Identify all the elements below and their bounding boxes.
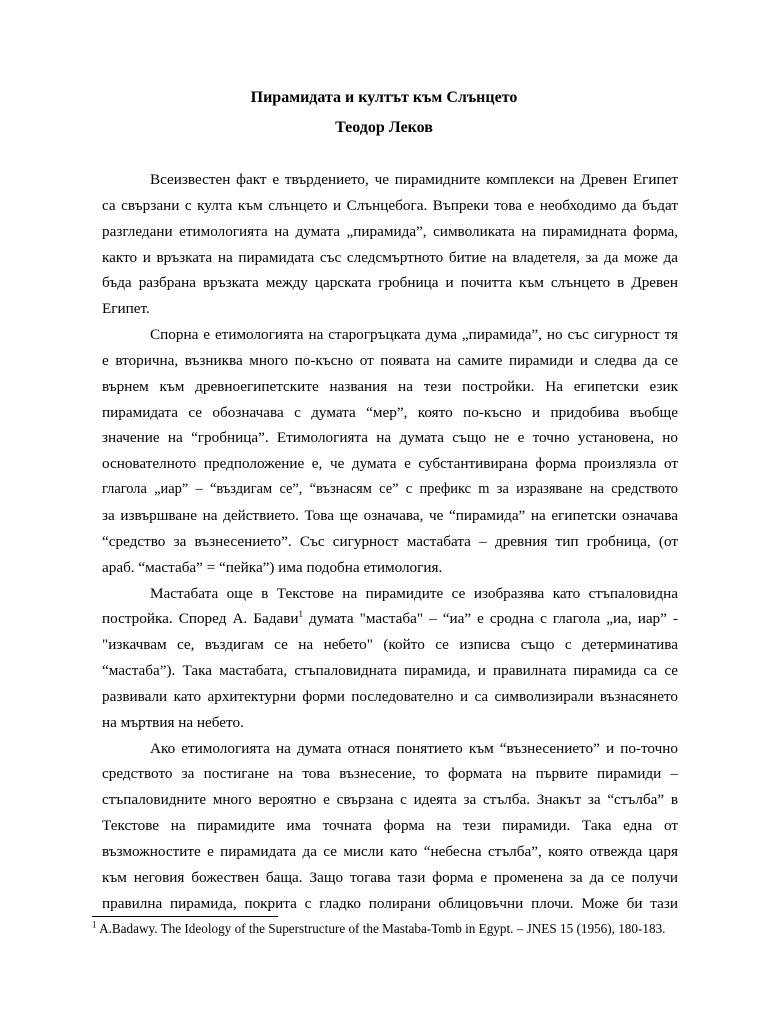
- footnote-reference[interactable]: 1: [298, 609, 304, 620]
- text-line: правилна пирамида, покрита с гладко полирани облицовъчни плочи. Може би тази: [102, 894, 678, 912]
- text-line: араб. “мастаба” = “пейка”) има подобна етимология.: [102, 558, 443, 576]
- text-line: Египет.: [102, 300, 150, 318]
- text-fragment: постройка. Според А. Бадави: [102, 610, 299, 628]
- text-line: към неговия божествен баща. Защо тогава тази форма е променена за да се получи: [102, 868, 678, 886]
- text-line: Спорна е етимологията на старогръцката дума „пирамида”, но със сигурност тя: [150, 326, 678, 344]
- paragraph-1: [102, 167, 678, 322]
- text-line-with-footnote: [102, 606, 678, 632]
- text-line: основателното предположение е, че думата е субстантивирана форма произлязла от: [102, 455, 678, 473]
- paragraph-3: [102, 581, 678, 736]
- text-line: развивали като архитектурни форми последователно и са символизирали възнасянето: [102, 687, 678, 705]
- paragraph-2: [102, 322, 678, 580]
- text-line: разгледани етимологията на думата „пирамида”, символиката на пирамидната форма,: [102, 222, 678, 240]
- text-line: Мастабата още в Текстове на пирамидите се изобразява като стъпаловидна: [150, 584, 678, 602]
- text-line: както и връзката на пирамидата със следсмъртното битие на владетеля, за да може да: [102, 248, 678, 266]
- text-line: средството за постигане на това възнесение, то формата на първите пирамиди –: [102, 765, 678, 783]
- document-title: Пирамидата и култът към Слънцето: [250, 89, 518, 106]
- text-line: стъпаловидните много вероятно е свързана с идеята за стълба. Знакът за “стълба” в: [102, 791, 678, 809]
- text-line: възможностите е пирамидата да се мисли като “небесна стълба”, която отвежда царя: [102, 842, 678, 860]
- text-line: "изкачвам се, въздигам се на небето" (който се изписва също с детерминатива: [102, 636, 678, 654]
- text-line: значение на “гробница”. Етимологията на думата също не е точно установена, но: [102, 429, 678, 447]
- text-line: Ако етимологията на думата отнася понятието към “възнесението” и по-точно: [150, 739, 678, 757]
- text-fragment: думата "мастаба" – “иа” е сродна с глагола „иа, иар” -: [303, 610, 678, 628]
- text-line: Всеизвестен факт е твърдението, че пирамидните комплекси на Древен Египет: [150, 171, 678, 188]
- footnote-text: A.Badawy. The Ideology of the Superstructure of the Mastaba-Tomb in Egypt. – JNES 15 (1956), 180-183.: [96, 921, 666, 936]
- text-line: глагола „иар” – “въздигам се”, “възнасям се” с префикс m за изразяване на средството: [102, 481, 678, 498]
- text-line: са свързани с култа към слънцето и Слънцебога. Въпреки това е необходимо да бъдат: [102, 196, 678, 214]
- text-line: е вторична, възниква много по-късно от появата на самите пирамиди и следва да се: [102, 351, 678, 369]
- footnote: [92, 920, 665, 938]
- text-line: бъда разбрана връзката между царската гробница и почитта към слънцето в Древен: [102, 274, 678, 292]
- document-author: Теодор Леков: [335, 119, 433, 136]
- text-line: за извършване на действието. Това ще означава, че “пирамида” на египетски означава: [102, 506, 678, 524]
- text-line: Текстове на пирамидите има точната форма на тези пирамиди. Така една от: [102, 817, 678, 835]
- text-line: пирамидата се обозначава с думата “мер”, която по-късно и придобива въобще: [102, 403, 678, 421]
- footnote-separator: [92, 916, 278, 917]
- text-line: “мастаба”). Така мастабата, стъпаловидната пирамида, и правилната пирамида са се: [102, 662, 678, 680]
- text-line: върнем към древноегипетските названия на тези постройки. На египетски език: [102, 377, 678, 395]
- document-body: [102, 167, 678, 916]
- paragraph-4: [102, 736, 678, 917]
- footnote-number: 1: [92, 919, 97, 930]
- text-line: на мъртвия на небето.: [102, 713, 244, 731]
- text-line: “средство за възнесението”. Със сигурност мастабата – древния тип гробница, (от: [102, 532, 678, 550]
